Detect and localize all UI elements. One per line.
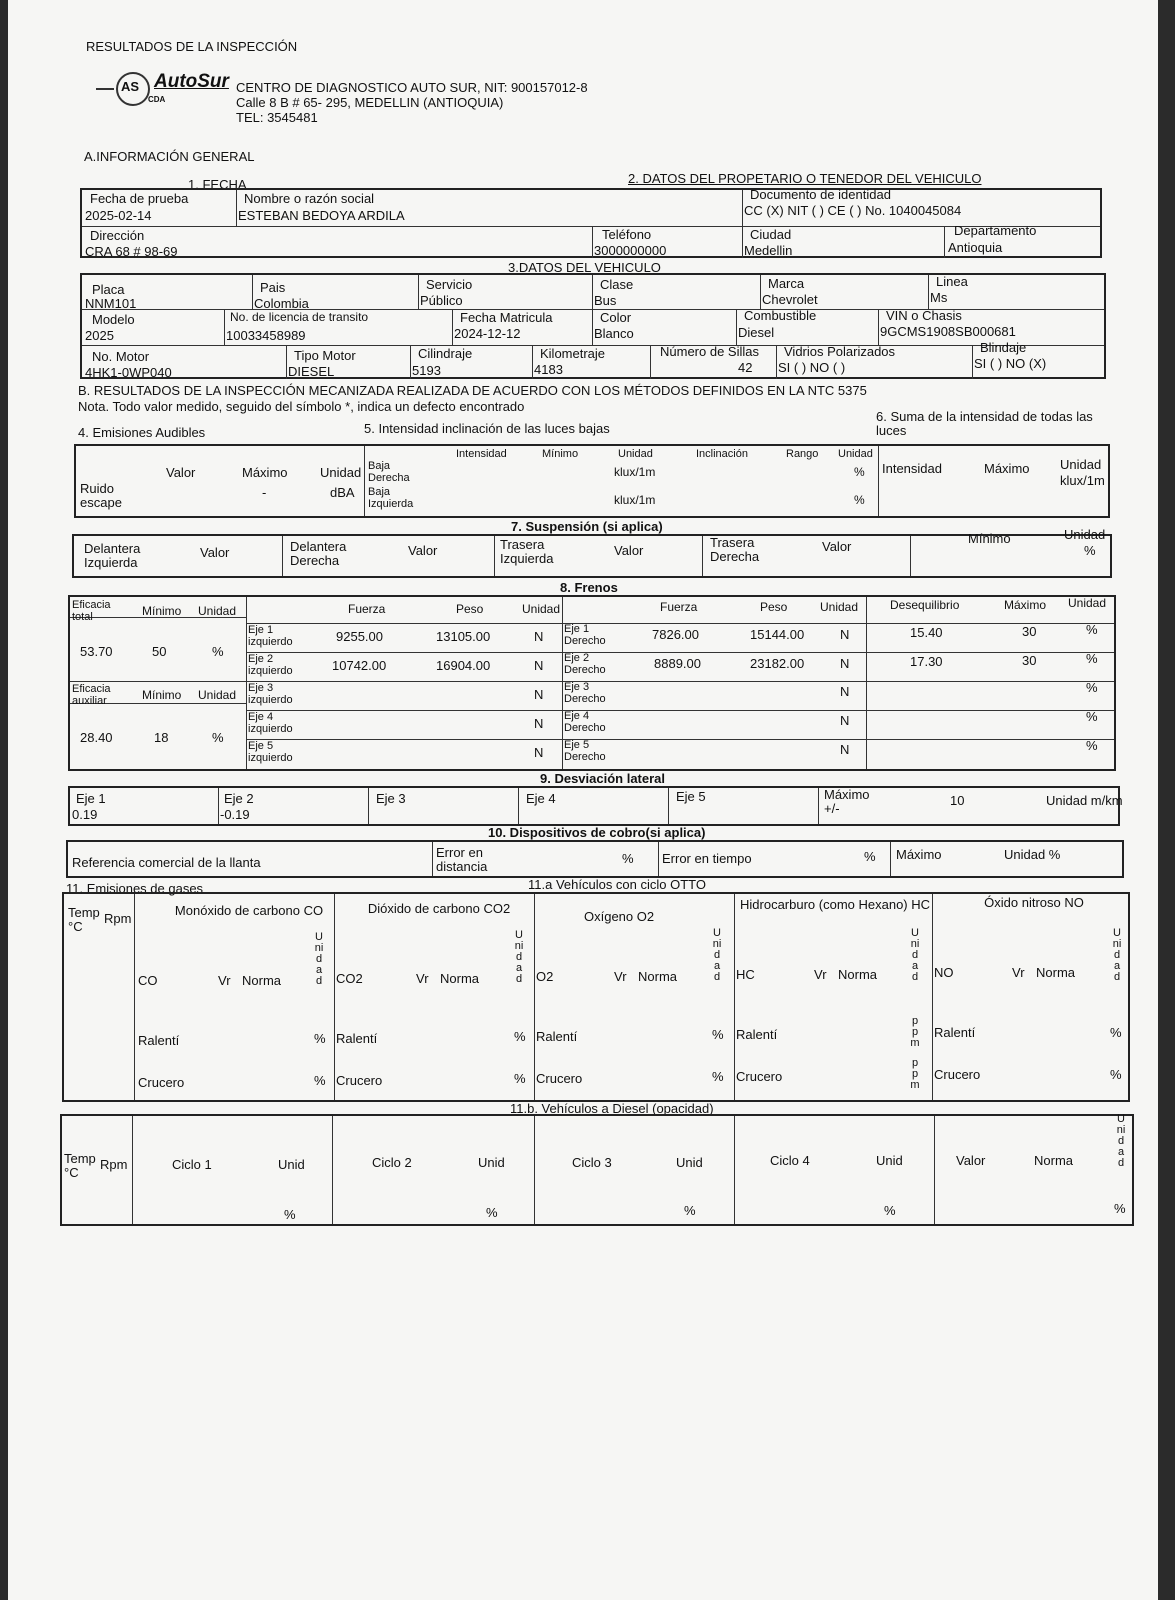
co2-vr: Vr — [416, 971, 429, 986]
eficacia-aux-minimo-header: Mínimo — [142, 688, 182, 702]
fecha-prueba-value: 2025-02-14 — [85, 208, 152, 223]
desviacion-eje2-label: Eje 2 — [224, 791, 254, 806]
eje2-der-peso: 23182.00 — [750, 656, 805, 671]
diesel-temp-label: Temp °C — [64, 1151, 96, 1181]
no-crucero-pct: % — [1110, 1067, 1122, 1082]
trasera-derecha-label: Trasera Derecha — [710, 535, 760, 565]
pais-label: Pais — [260, 280, 286, 295]
color-label: Color — [600, 310, 632, 325]
desviacion-table — [68, 786, 1123, 826]
section-a-title: A.INFORMACIÓN GENERAL — [84, 149, 255, 164]
no-ralenti: Ralentí — [934, 1025, 976, 1040]
eje4-izq-label: Eje 4 izquierdo — [248, 711, 293, 736]
vin-label: VIN o Chasis — [886, 308, 962, 323]
vehiculo-header: 3.DATOS DEL VEHICULO — [508, 260, 661, 275]
eficacia-aux-unit: % — [212, 730, 224, 745]
section-b-title: B. RESULTADOS DE LA INSPECCIÓN MECANIZADA REALIZADA DE ACUERDO CON LOS MÉTODOS DEFINIDOS EN LA NTC 5375 — [78, 383, 867, 398]
linea-label: Linea — [936, 274, 968, 289]
diesel-unidad: Unidad — [1116, 1113, 1126, 1169]
vidrios-label: Vidrios Polarizados — [784, 344, 896, 359]
unidad-der-header: Unidad — [820, 600, 859, 614]
nombre-value: ESTEBAN BEDOYA ARDILA — [238, 208, 405, 223]
eje4-der-label: Eje 4 Derecho — [564, 710, 606, 735]
suma-intensidad-header: Intensidad — [882, 461, 942, 476]
o2-label: O2 — [536, 969, 554, 984]
luces-intensidad-header: Intensidad — [456, 448, 507, 460]
hc-title: Hidrocarburo (como Hexano) HC — [740, 897, 931, 912]
otto-temp-label: Temp °C — [68, 905, 100, 935]
eficacia-total-unidad-header: Unidad — [198, 604, 237, 618]
tipo-motor-label: Tipo Motor — [294, 348, 356, 363]
combustible-value: Diesel — [738, 325, 775, 340]
linea-value: Ms — [930, 290, 948, 305]
marca-value: Chevrolet — [762, 292, 818, 307]
ciclo4-label: Ciclo 4 — [770, 1153, 810, 1168]
fuerza-izq-header: Fuerza — [348, 602, 386, 616]
matricula-label: Fecha Matricula — [460, 310, 553, 325]
documento-label: Documento de identidad — [750, 187, 891, 202]
departamento-value: Antioquia — [948, 240, 1003, 255]
inspection-document — [8, 0, 1158, 1600]
eficacia-total-min: 50 — [152, 644, 167, 659]
suma-luces-header: 6. Suma de la intensidad de todas las luces — [876, 409, 1093, 439]
eje1-der-unidad: N — [840, 627, 850, 642]
ruido-valor-header: Valor — [166, 465, 196, 480]
eje2-pct: % — [1086, 651, 1098, 666]
eficacia-aux-min: 18 — [154, 730, 169, 745]
delantera-derecha-label: Delantera Derecha — [290, 539, 347, 569]
emisiones-audibles-header: 4. Emisiones Audibles — [78, 425, 206, 440]
direccion-value: CRA 68 # 98-69 — [85, 244, 178, 259]
eje1-der-label: Eje 1 Derecho — [564, 623, 606, 648]
co-ralenti: Ralentí — [138, 1033, 180, 1048]
eje1-izq-unidad: N — [534, 629, 544, 644]
no-ralenti-pct: % — [1110, 1025, 1122, 1040]
eje2-izq-unidad: N — [534, 658, 544, 673]
co2-crucero-pct: % — [514, 1071, 526, 1086]
baja-derecha-pct: % — [854, 465, 865, 479]
eficacia-total-minimo-header: Mínimo — [142, 604, 182, 618]
pais-value: Colombia — [254, 296, 309, 311]
combustible-label: Combustible — [744, 308, 817, 323]
servicio-value: Público — [420, 293, 463, 308]
eje2-maximo: 30 — [1022, 653, 1037, 668]
baja-izquierda-pct: % — [854, 493, 865, 507]
o2-ralenti: Ralentí — [536, 1029, 578, 1044]
cobro-table — [66, 840, 1124, 878]
co-ralenti-pct: % — [314, 1031, 326, 1046]
desequilibrio-unidad-header: Unidad — [1068, 596, 1107, 610]
suspension-header: 7. Suspensión (si aplica) — [511, 519, 663, 534]
autosur-logo: AS AutoSur CDA — [96, 68, 236, 108]
luces-inclinacion-header: Inclinación — [696, 448, 748, 460]
eficacia-total-label: Eficacia total — [72, 599, 111, 624]
desviacion-eje4-label: Eje 4 — [526, 791, 556, 806]
modelo-value: 2025 — [85, 328, 114, 343]
no-norma: Norma — [1036, 965, 1076, 980]
direccion-label: Dirección — [90, 228, 145, 243]
eje2-izq-label: Eje 2 izquierdo — [248, 653, 293, 678]
eje4-der-unidad: N — [840, 713, 850, 728]
ruido-unidad-header: Unidad — [320, 465, 362, 480]
blindaje-value: SI ( ) NO (X) — [974, 356, 1047, 371]
tipo-motor-value: DIESEL — [288, 364, 335, 379]
fecha-prueba-label: Fecha de prueba — [90, 191, 189, 206]
eje2-desequilibrio: 17.30 — [910, 654, 943, 669]
co-unidad: Unidad — [314, 931, 324, 987]
tras-der-valor: Valor — [822, 539, 852, 554]
eje2-izq-peso: 16904.00 — [436, 658, 491, 673]
trasera-izquierda-label: Trasera Izquierda — [500, 537, 554, 567]
referencia-llanta-label: Referencia comercial de la llanta — [72, 855, 261, 870]
eje5-der-unidad: N — [840, 742, 850, 757]
error-tiempo-pct: % — [864, 849, 876, 864]
co2-title: Dióxido de carbono CO2 — [367, 901, 511, 916]
matricula-value: 2024-12-12 — [454, 326, 521, 341]
telefono-value: 3000000000 — [594, 243, 667, 258]
ciclo4-pct: % — [884, 1203, 896, 1218]
co2-norma: Norma — [440, 971, 480, 986]
ciclo1-label: Ciclo 1 — [172, 1157, 212, 1172]
licencia-value: 10033458989 — [226, 328, 306, 343]
luces-unidad-header: Unidad — [618, 448, 653, 460]
blindaje-label: Blindaje — [980, 340, 1027, 355]
eje5-izq-unidad: N — [534, 745, 544, 760]
document-title: RESULTADOS DE LA INSPECCIÓN — [86, 39, 298, 54]
suma-unidad-header: Unidad — [1060, 457, 1102, 472]
fecha-header: 1. FECHA — [188, 177, 247, 192]
diesel-norma: Norma — [1034, 1153, 1074, 1168]
co2-crucero: Crucero — [336, 1073, 383, 1088]
eficacia-aux-unidad-header: Unidad — [198, 688, 237, 702]
eficacia-aux-value: 28.40 — [80, 730, 113, 745]
no-crucero: Crucero — [934, 1067, 981, 1082]
company-name: CENTRO DE DIAGNOSTICO AUTO SUR, NIT: 900157012-8 — [236, 80, 588, 95]
sillas-label: Número de Sillas — [660, 344, 759, 359]
desviacion-eje1-label: Eje 1 — [76, 791, 106, 806]
o2-crucero-pct: % — [712, 1069, 724, 1084]
o2-ralenti-pct: % — [712, 1027, 724, 1042]
eje1-pct: % — [1086, 622, 1098, 637]
co2-ralenti: Ralentí — [336, 1031, 378, 1046]
eje1-izq-fuerza: 9255.00 — [336, 629, 383, 644]
error-tiempo-label: Error en tiempo — [662, 851, 752, 866]
hc-vr: Vr — [814, 967, 827, 982]
baja-izquierda-label: Baja Izquierda — [368, 486, 414, 511]
desviacion-eje2-value: -0.19 — [220, 807, 250, 822]
co-title: Monóxido de carbono CO — [174, 903, 324, 918]
no-title: Óxido nitroso NO — [984, 895, 1084, 910]
general-info-table — [80, 188, 1102, 258]
gases-otto-table — [62, 892, 1130, 1102]
color-value: Blanco — [594, 326, 634, 341]
modelo-label: Modelo — [92, 312, 135, 327]
co-label: CO — [138, 973, 158, 988]
departamento-label: Departamento — [954, 223, 1037, 238]
eje3-izq-label: Eje 3 izquierdo — [248, 682, 293, 707]
company-phone: TEL: 3545481 — [236, 110, 318, 125]
ciclo2-unid: Unid — [478, 1155, 505, 1170]
eje4-pct: % — [1086, 709, 1098, 724]
vehicle-table — [80, 273, 1106, 379]
co-vr: Vr — [218, 973, 231, 988]
vidrios-value: SI ( ) NO ( ) — [778, 360, 846, 375]
baja-derecha-label: Baja Derecha — [368, 460, 410, 485]
cobro-unidad-label: Unidad % — [1004, 847, 1061, 862]
del-der-valor: Valor — [408, 543, 438, 558]
eje3-izq-unidad: N — [534, 687, 544, 702]
ruido-max-value: - — [262, 485, 267, 500]
suspension-unidad: Unidad — [1064, 527, 1106, 542]
nombre-label: Nombre o razón social — [244, 191, 375, 206]
baja-derecha-klux: klux/1m — [614, 465, 656, 479]
delantera-izquierda-label: Delantera Izquierda — [84, 541, 141, 571]
frenos-table — [68, 595, 1116, 771]
section-b-note: Nota. Todo valor medido, seguido del símbolo *, indica un defecto encontrado — [78, 399, 525, 414]
ciudad-label: Ciudad — [750, 227, 792, 242]
o2-vr: Vr — [614, 969, 627, 984]
o2-norma: Norma — [638, 969, 678, 984]
co-crucero: Crucero — [138, 1075, 185, 1090]
peso-der-header: Peso — [760, 600, 788, 614]
ciclo3-label: Ciclo 3 — [572, 1155, 612, 1170]
ciudad-value: Medellin — [744, 243, 793, 258]
ciclo4-unid: Unid — [876, 1153, 903, 1168]
baja-izquierda-klux: klux/1m — [614, 493, 656, 507]
motor-value: 4HK1-0WP040 — [85, 365, 172, 380]
frenos-header: 8. Frenos — [560, 580, 618, 595]
documento-value: CC (X) NIT ( ) CE ( ) No. 1040045084 — [744, 203, 962, 218]
hc-ralenti: Ralentí — [736, 1027, 778, 1042]
o2-crucero: Crucero — [536, 1071, 583, 1086]
desviacion-eje5-label: Eje 5 — [676, 789, 706, 804]
eje1-izq-peso: 13105.00 — [436, 629, 491, 644]
cobro-header: 10. Dispositivos de cobro(si aplica) — [488, 825, 706, 840]
eje2-izq-fuerza: 10742.00 — [332, 658, 387, 673]
eje1-izq-label: Eje 1 izquierdo — [248, 624, 293, 649]
no-unidad: Unidad — [1112, 927, 1122, 983]
desequilibrio-header: Desequilibrio — [890, 598, 960, 612]
co2-ralenti-pct: % — [514, 1029, 526, 1044]
fuerza-der-header: Fuerza — [660, 600, 698, 614]
no-label: NO — [934, 965, 954, 980]
luces-minimo-header: Mínimo — [542, 448, 579, 460]
ciclo2-label: Ciclo 2 — [372, 1155, 412, 1170]
propietario-header: 2. DATOS DEL PROPETARIO O TENEDOR DEL VEHICULO — [628, 171, 982, 186]
diesel-table — [60, 1114, 1134, 1226]
eje5-der-label: Eje 5 Derecho — [564, 739, 606, 764]
company-address: Calle 8 B # 65- 295, MEDELLIN (ANTIOQUIA) — [236, 95, 504, 110]
suma-klux: klux/1m — [1060, 473, 1105, 488]
error-distancia-pct: % — [622, 851, 634, 866]
marca-label: Marca — [768, 276, 805, 291]
desviacion-eje3-label: Eje 3 — [376, 791, 406, 806]
suspension-minimo: Mínimo — [968, 531, 1011, 546]
vin-value: 9GCMS1908SB000681 — [880, 324, 1016, 339]
ciclo1-pct: % — [284, 1207, 296, 1222]
eje3-pct: % — [1086, 680, 1098, 695]
eje1-der-peso: 15144.00 — [750, 627, 805, 642]
ruido-maximo-header: Máximo — [242, 465, 288, 480]
ciclo3-unid: Unid — [676, 1155, 703, 1170]
desviacion-maximo-label: Máximo +/- — [824, 787, 870, 817]
suspension-pct: % — [1084, 543, 1096, 558]
hc-norma: Norma — [838, 967, 878, 982]
cilindraje-label: Cilindraje — [418, 346, 473, 361]
hc-crucero: Crucero — [736, 1069, 783, 1084]
licencia-label: No. de licencia de transito — [230, 310, 369, 324]
ruido-escape-label: Ruido escape — [80, 481, 122, 511]
placa-label: Placa — [92, 282, 125, 297]
co2-unidad: Unidad — [514, 929, 524, 985]
hc-unidad: Unidad — [910, 927, 920, 983]
eje2-der-fuerza: 8889.00 — [654, 656, 701, 671]
eje1-der-fuerza: 7826.00 — [652, 627, 699, 642]
hc-crucero-ppm: ppm — [910, 1057, 920, 1091]
del-izq-valor: Valor — [200, 545, 230, 560]
ruido-unit: dBA — [330, 485, 355, 500]
eje4-izq-unidad: N — [534, 716, 544, 731]
eficacia-total-unit: % — [212, 644, 224, 659]
luces-header: 5. Intensidad inclinación de las luces bajas — [364, 421, 610, 436]
otto-rpm-label: Rpm — [104, 911, 132, 926]
hc-ralenti-ppm: ppm — [910, 1015, 920, 1049]
emissions-lights-table — [74, 444, 1110, 518]
unidad-izq-header: Unidad — [522, 602, 561, 616]
hc-label: HC — [736, 967, 755, 982]
kilometraje-label: Kilometraje — [540, 346, 606, 361]
desviacion-unidad: Unidad m/km — [1046, 793, 1123, 808]
cilindraje-value: 5193 — [412, 363, 441, 378]
suspension-table — [72, 527, 1112, 578]
co2-label: CO2 — [336, 971, 363, 986]
sillas-value: 42 — [738, 360, 753, 375]
o2-unidad: Unidad — [712, 927, 722, 983]
eje2-der-label: Eje 2 Derecho — [564, 652, 606, 677]
diesel-header: 11.b. Vehículos a Diesel (opacidad) — [510, 1101, 714, 1116]
suma-maximo-header: Máximo — [984, 461, 1030, 476]
diesel-rpm-label: Rpm — [100, 1157, 128, 1172]
telefono-label: Teléfono — [602, 227, 652, 242]
error-distancia-label: Error en distancia — [436, 845, 488, 875]
desviacion-maximo-value: 10 — [950, 793, 965, 808]
diesel-pct: % — [1114, 1201, 1126, 1216]
eficacia-total-value: 53.70 — [80, 644, 113, 659]
clase-label: Clase — [600, 277, 634, 292]
otto-header: 11.a Vehículos con ciclo OTTO — [528, 877, 706, 892]
ciclo3-pct: % — [684, 1203, 696, 1218]
tras-izq-valor: Valor — [614, 543, 644, 558]
eje3-der-unidad: N — [840, 684, 850, 699]
clase-value: Bus — [594, 293, 617, 308]
luces-unidad2-header: Unidad — [838, 448, 873, 460]
desviacion-eje1-value: 0.19 — [72, 807, 98, 822]
eje3-der-label: Eje 3 Derecho — [564, 681, 606, 706]
kilometraje-value: 4183 — [534, 362, 563, 377]
eje1-maximo: 30 — [1022, 624, 1037, 639]
co-norma: Norma — [242, 973, 282, 988]
desviacion-header: 9. Desviación lateral — [540, 771, 666, 786]
eficacia-auxiliar-label: Eficacia auxiliar — [72, 683, 111, 708]
no-vr: Vr — [1012, 965, 1025, 980]
diesel-valor: Valor — [956, 1153, 986, 1168]
cobro-maximo-label: Máximo — [896, 847, 942, 862]
eje5-izq-label: Eje 5 izquierdo — [248, 740, 293, 765]
luces-rango-header: Rango — [786, 448, 819, 460]
maximo-header: Máximo — [1004, 598, 1047, 612]
placa-value: NNM101 — [85, 296, 137, 311]
ciclo2-pct: % — [486, 1205, 498, 1220]
gases-header: 11. Emisiones de gases — [66, 881, 204, 896]
servicio-label: Servicio — [426, 277, 473, 292]
eje1-desequilibrio: 15.40 — [910, 625, 943, 640]
o2-title: Oxígeno O2 — [584, 909, 655, 924]
eje5-pct: % — [1086, 738, 1098, 753]
peso-izq-header: Peso — [456, 602, 484, 616]
motor-label: No. Motor — [92, 349, 150, 364]
co-crucero-pct: % — [314, 1073, 326, 1088]
eje2-der-unidad: N — [840, 656, 850, 671]
ciclo1-unid: Unid — [278, 1157, 305, 1172]
